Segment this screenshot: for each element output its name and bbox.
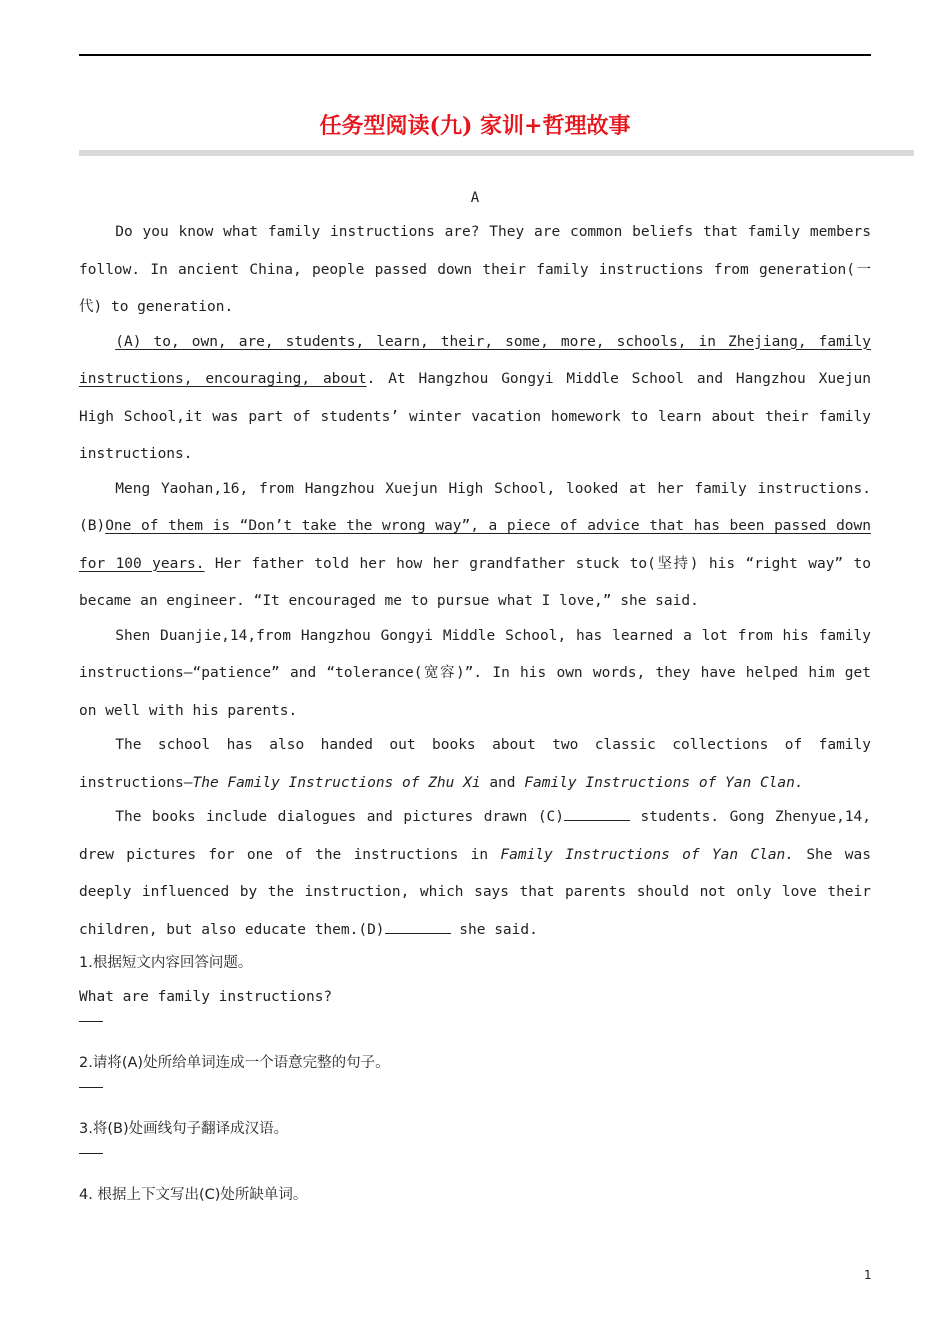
question-3: 3.将(B)处画线句子翻译成汉语。 [79,1121,289,1137]
title-divider [79,150,914,156]
paragraph-6-a: The books include dialogues and pictures drawn (C) [115,809,565,825]
paragraph-2-rest: . At Hangzhou Gongyi Middle School and Hangzhou Xuejun High School,it was part of students’ winter vacation homework to learn about their family instructions. [79,371,872,462]
blank-d[interactable] [385,919,451,934]
paragraph-5 [79,727,871,802]
underlined-sentence-b: One of them is “Don’t take the wrong way”, a piece of advice that has been passed down for 100 years. [79,518,871,572]
scrambled-words-a: (A) to, own, are, students, learn, their, some, more, schools, in Zhejiang, family instructions, encouraging, about [79,333,871,387]
page-number: 1 [864,1268,872,1282]
answer-line-3[interactable] [79,1152,103,1154]
page-title: 任务型阅读(九) 家训+哲理故事 [319,113,631,139]
question-1: 1.根据短文内容回答问题。 [79,955,253,971]
blank-c[interactable] [564,806,630,821]
section-label: A [470,190,480,206]
book-title-zhu-xi: The Family Instructions of Zhu Xi [192,774,481,791]
paragraph-3-end: Her father told her how her grandfather stuck to(坚持) his “right way” to became an engineer. “It encouraged me to pursue what I love,” she said. [79,555,871,609]
question-4: 4. 根据上下文写出(C)处所缺单词。 [79,1187,308,1203]
top-rule [79,54,871,56]
paragraph-2 [79,324,871,474]
book-title-yan-clan-2: Family Instructions of Yan Clan. [500,846,795,863]
paragraph-1: Do you know what family instructions are? They are common beliefs that family members follow. In ancient China, people passed down their family instructions from generation(一代) to generation. [79,224,871,315]
reading-passage [79,214,871,949]
paragraph-6-c: She was deeply influenced by the instruction, which says that parents should not only love their children, but also educate them.(D) [79,846,871,938]
paragraph-6-b: students. Gong Zhenyue,14, drew pictures for one of the instructions in [79,809,871,863]
question-2: 2.请将(A)处所给单词连成一个语意完整的句子。 [79,1055,390,1071]
answer-line-1[interactable] [79,1020,103,1022]
question-1-sub: What are family instructions? [79,989,333,1005]
paragraph-3 [79,471,871,621]
paragraph-6 [79,799,871,949]
paragraph-6-d: she said. [450,921,538,938]
paragraph-4: Shen Duanjie,14,from Hangzhou Gongyi Middle School, has learned a lot from his family instructions—“patience” and “tolerance(宽容)”. In his own words, they have helped him get on well with his parents. [79,627,871,719]
paragraph-3-start: Meng Yaohan,16, from Hangzhou Xuejun High School, looked at her family instructions.(B) [79,480,871,534]
paragraph-5-and: and [480,774,525,791]
book-title-yan-clan: Family Instructions of Yan Clan. [524,774,804,791]
paragraph-5-start: The school has also handed out books about two classic collections of family instructions— [79,737,871,791]
answer-line-2[interactable] [79,1086,103,1088]
questions [79,946,871,1212]
